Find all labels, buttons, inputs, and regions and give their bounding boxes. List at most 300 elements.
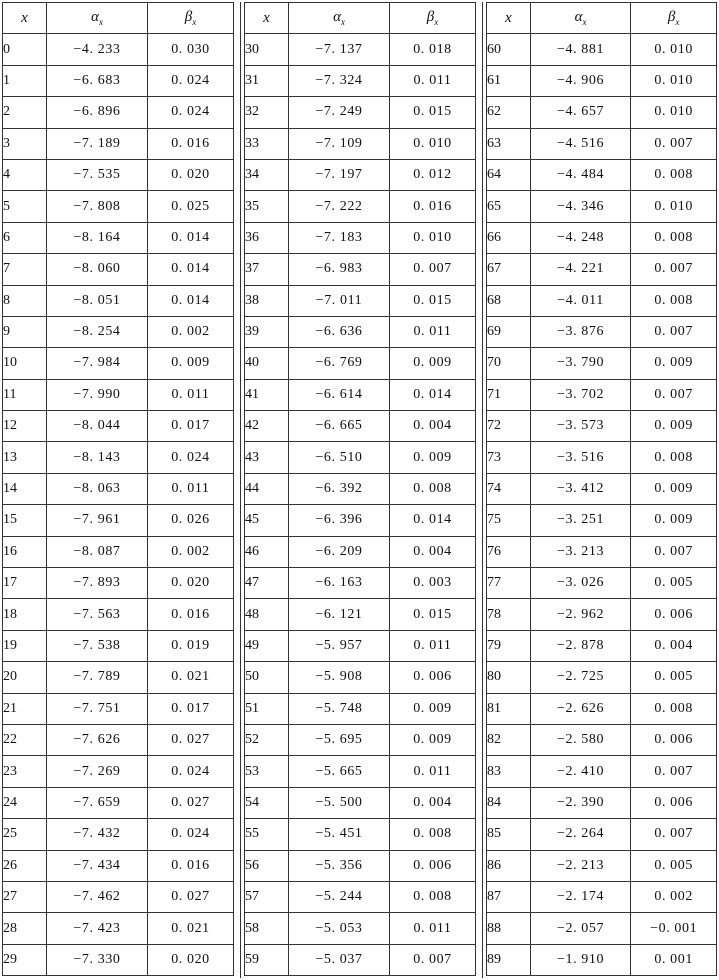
cell-x: 72: [487, 411, 531, 442]
table-row: [487, 34, 717, 65]
table-row: [3, 850, 234, 881]
cell-x: 68: [487, 285, 531, 316]
cell-x: 30: [245, 34, 289, 65]
cell-x: 76: [487, 536, 531, 567]
table-row: [245, 254, 476, 285]
table-row: [245, 159, 476, 190]
cell-alpha: −6. 121: [289, 599, 390, 630]
table-row: [245, 97, 476, 128]
cell-alpha: −2. 410: [530, 756, 631, 787]
table-row: [3, 34, 234, 65]
header-alpha: $\alpha_x$: [530, 3, 631, 34]
table-row: [3, 568, 234, 599]
cell-beta: 0. 010: [390, 222, 476, 253]
cell-x: 83: [487, 756, 531, 787]
cell-beta: 0. 011: [390, 913, 476, 944]
cell-alpha: −7. 197: [289, 159, 390, 190]
cell-beta: 0. 002: [631, 881, 717, 912]
header-beta: $\beta_x$: [631, 3, 717, 34]
table-row: [245, 756, 476, 787]
table-row: [3, 191, 234, 222]
cell-alpha: −6. 896: [47, 97, 148, 128]
cell-beta: 0. 019: [148, 630, 234, 661]
cell-x: 88: [487, 913, 531, 944]
cell-beta: 0. 014: [148, 254, 234, 285]
cell-alpha: −7. 423: [47, 913, 148, 944]
table-row: [3, 881, 234, 912]
table-row: [487, 411, 717, 442]
cell-x: 22: [3, 724, 47, 755]
cell-alpha: −7. 432: [47, 819, 148, 850]
table-row: [245, 222, 476, 253]
cell-x: 82: [487, 724, 531, 755]
cell-x: 45: [245, 505, 289, 536]
cell-alpha: −4. 248: [530, 222, 631, 253]
table-row: [487, 222, 717, 253]
cell-x: 63: [487, 128, 531, 159]
cell-alpha: −2. 962: [530, 599, 631, 630]
table-row: [245, 379, 476, 410]
table-row: [3, 944, 234, 975]
table-row: [487, 756, 717, 787]
cell-alpha: −3. 213: [530, 536, 631, 567]
cell-x: 59: [245, 944, 289, 975]
header-row: [487, 3, 717, 34]
cell-alpha: −6. 614: [289, 379, 390, 410]
cell-beta: 0. 007: [631, 379, 717, 410]
cell-alpha: −3. 026: [530, 568, 631, 599]
table-row: [245, 630, 476, 661]
cell-alpha: −8. 143: [47, 442, 148, 473]
table-row: [245, 285, 476, 316]
cell-x: 37: [245, 254, 289, 285]
header-row: [3, 3, 234, 34]
cell-alpha: −6. 983: [289, 254, 390, 285]
cell-beta: 0. 009: [631, 473, 717, 504]
cell-alpha: −4. 221: [530, 254, 631, 285]
cell-alpha: −7. 893: [47, 568, 148, 599]
cell-beta: 0. 007: [390, 254, 476, 285]
table-block-3: [486, 2, 717, 976]
table-row: [487, 348, 717, 379]
cell-alpha: −7. 249: [289, 97, 390, 128]
cell-alpha: −6. 683: [47, 65, 148, 96]
cell-x: 56: [245, 850, 289, 881]
cell-beta: 0. 009: [631, 411, 717, 442]
cell-x: 49: [245, 630, 289, 661]
table-row: [3, 65, 234, 96]
cell-alpha: −5. 356: [289, 850, 390, 881]
table-row: [487, 599, 717, 630]
cell-x: 84: [487, 787, 531, 818]
cell-alpha: −5. 908: [289, 662, 390, 693]
cell-x: 65: [487, 191, 531, 222]
cell-x: 7: [3, 254, 47, 285]
cell-beta: 0. 007: [631, 819, 717, 850]
cell-x: 60: [487, 34, 531, 65]
cell-x: 55: [245, 819, 289, 850]
cell-beta: 0. 009: [631, 348, 717, 379]
cell-beta: 0. 009: [390, 693, 476, 724]
cell-alpha: −6. 769: [289, 348, 390, 379]
cell-x: 8: [3, 285, 47, 316]
cell-x: 32: [245, 97, 289, 128]
cell-alpha: −8. 164: [47, 222, 148, 253]
cell-alpha: −1. 910: [530, 944, 631, 975]
cell-alpha: −6. 209: [289, 536, 390, 567]
cell-alpha: −4. 233: [47, 34, 148, 65]
cell-x: 47: [245, 568, 289, 599]
cell-x: 64: [487, 159, 531, 190]
cell-x: 86: [487, 850, 531, 881]
cell-alpha: −5. 500: [289, 787, 390, 818]
cell-beta: 0. 009: [390, 724, 476, 755]
table-row: [3, 756, 234, 787]
cell-alpha: −7. 324: [289, 65, 390, 96]
table-row: [3, 159, 234, 190]
cell-alpha: −7. 222: [289, 191, 390, 222]
cell-beta: 0. 024: [148, 756, 234, 787]
cell-x: 78: [487, 599, 531, 630]
cell-x: 66: [487, 222, 531, 253]
cell-x: 61: [487, 65, 531, 96]
table-row: [245, 913, 476, 944]
cell-x: 80: [487, 662, 531, 693]
cell-alpha: −5. 451: [289, 819, 390, 850]
table-row: [245, 316, 476, 347]
cell-beta: 0. 009: [631, 505, 717, 536]
cell-alpha: −6. 396: [289, 505, 390, 536]
cell-x: 36: [245, 222, 289, 253]
table-row: [245, 505, 476, 536]
table-row: [245, 442, 476, 473]
cell-x: 20: [3, 662, 47, 693]
cell-beta: 0. 009: [148, 348, 234, 379]
table-row: [487, 693, 717, 724]
cell-alpha: −7. 626: [47, 724, 148, 755]
cell-alpha: −4. 657: [530, 97, 631, 128]
cell-alpha: −7. 183: [289, 222, 390, 253]
cell-beta: 0. 005: [631, 568, 717, 599]
cell-x: 46: [245, 536, 289, 567]
table-row: [3, 630, 234, 661]
cell-alpha: −7. 990: [47, 379, 148, 410]
table-row: [3, 662, 234, 693]
cell-beta: 0. 008: [631, 442, 717, 473]
cell-beta: 0. 017: [148, 411, 234, 442]
cell-beta: 0. 027: [148, 881, 234, 912]
cell-x: 70: [487, 348, 531, 379]
table-row: [245, 662, 476, 693]
table-row: [3, 693, 234, 724]
cell-alpha: −4. 011: [530, 285, 631, 316]
cell-x: 48: [245, 599, 289, 630]
table-row: [487, 913, 717, 944]
cell-alpha: −8. 063: [47, 473, 148, 504]
cell-alpha: −3. 516: [530, 442, 631, 473]
cell-alpha: −2. 264: [530, 819, 631, 850]
cell-beta: 0. 004: [390, 536, 476, 567]
cell-x: 41: [245, 379, 289, 410]
table-row: [245, 599, 476, 630]
table-row: [3, 222, 234, 253]
cell-x: 43: [245, 442, 289, 473]
table-row: [3, 254, 234, 285]
cell-x: 77: [487, 568, 531, 599]
table-row: [3, 285, 234, 316]
cell-beta: 0. 011: [148, 379, 234, 410]
cell-alpha: −6. 510: [289, 442, 390, 473]
cell-x: 14: [3, 473, 47, 504]
cell-beta: 0. 007: [631, 128, 717, 159]
cell-alpha: −8. 044: [47, 411, 148, 442]
cell-x: 81: [487, 693, 531, 724]
cell-alpha: −5. 957: [289, 630, 390, 661]
cell-x: 73: [487, 442, 531, 473]
cell-x: 15: [3, 505, 47, 536]
cell-alpha: −6. 636: [289, 316, 390, 347]
cell-alpha: −3. 573: [530, 411, 631, 442]
cell-alpha: −4. 516: [530, 128, 631, 159]
cell-beta: 0. 011: [390, 756, 476, 787]
cell-alpha: −2. 878: [530, 630, 631, 661]
cell-beta: 0. 011: [390, 65, 476, 96]
cell-alpha: −7. 011: [289, 285, 390, 316]
cell-beta: 0. 009: [390, 442, 476, 473]
cell-beta: 0. 014: [148, 285, 234, 316]
cell-x: 58: [245, 913, 289, 944]
cell-beta: 0. 007: [390, 944, 476, 975]
table-row: [487, 881, 717, 912]
header-x: x: [3, 3, 47, 34]
table-row: [245, 34, 476, 65]
cell-x: 89: [487, 944, 531, 975]
table-row: [487, 536, 717, 567]
table-row: [245, 348, 476, 379]
cell-alpha: −8. 087: [47, 536, 148, 567]
cell-alpha: −8. 060: [47, 254, 148, 285]
table-row: [3, 97, 234, 128]
cell-alpha: −7. 961: [47, 505, 148, 536]
cell-alpha: −4. 346: [530, 191, 631, 222]
table-row: [487, 191, 717, 222]
cell-alpha: −7. 434: [47, 850, 148, 881]
table-row: [487, 159, 717, 190]
cell-beta: 0. 008: [631, 159, 717, 190]
cell-beta: 0. 011: [148, 473, 234, 504]
cell-beta: 0. 024: [148, 442, 234, 473]
block-divider: [482, 2, 483, 978]
cell-alpha: −5. 695: [289, 724, 390, 755]
table-row: [3, 128, 234, 159]
cell-alpha: −7. 808: [47, 191, 148, 222]
cell-beta: 0. 007: [631, 254, 717, 285]
cell-alpha: −4. 484: [530, 159, 631, 190]
cell-x: 24: [3, 787, 47, 818]
cell-beta: 0. 027: [148, 724, 234, 755]
cell-x: 10: [3, 348, 47, 379]
table-row: [245, 65, 476, 96]
cell-alpha: −3. 790: [530, 348, 631, 379]
cell-alpha: −5. 665: [289, 756, 390, 787]
header-alpha: $\alpha_x$: [289, 3, 390, 34]
table-row: [487, 819, 717, 850]
cell-beta: 0. 016: [148, 850, 234, 881]
table-row: [3, 724, 234, 755]
table-row: [487, 473, 717, 504]
table-row: [487, 285, 717, 316]
cell-alpha: −6. 665: [289, 411, 390, 442]
cell-x: 5: [3, 191, 47, 222]
cell-x: 28: [3, 913, 47, 944]
cell-x: 69: [487, 316, 531, 347]
cell-beta: 0. 024: [148, 65, 234, 96]
table-row: [245, 819, 476, 850]
table-row: [487, 254, 717, 285]
cell-alpha: −3. 412: [530, 473, 631, 504]
table-row: [487, 442, 717, 473]
cell-beta: 0. 016: [148, 599, 234, 630]
cell-alpha: −8. 051: [47, 285, 148, 316]
table-row: [245, 568, 476, 599]
cell-alpha: −2. 174: [530, 881, 631, 912]
cell-beta: 0. 008: [390, 473, 476, 504]
cell-alpha: −6. 392: [289, 473, 390, 504]
cell-x: 62: [487, 97, 531, 128]
cell-beta: 0. 014: [148, 222, 234, 253]
table-row: [3, 599, 234, 630]
cell-x: 27: [3, 881, 47, 912]
table-row: [245, 473, 476, 504]
cell-x: 2: [3, 97, 47, 128]
table-row: [487, 662, 717, 693]
table-row: [3, 787, 234, 818]
table-row: [487, 505, 717, 536]
cell-x: 31: [245, 65, 289, 96]
cell-alpha: −7. 538: [47, 630, 148, 661]
table-row: [487, 316, 717, 347]
cell-x: 21: [3, 693, 47, 724]
table-row: [245, 944, 476, 975]
cell-x: 50: [245, 662, 289, 693]
table-row: [487, 630, 717, 661]
cell-beta: 0. 004: [390, 787, 476, 818]
cell-beta: 0. 011: [390, 316, 476, 347]
cell-x: 44: [245, 473, 289, 504]
cell-alpha: −4. 881: [530, 34, 631, 65]
cell-beta: 0. 002: [148, 316, 234, 347]
cell-alpha: −3. 251: [530, 505, 631, 536]
cell-alpha: −3. 876: [530, 316, 631, 347]
cell-x: 53: [245, 756, 289, 787]
cell-alpha: −5. 037: [289, 944, 390, 975]
cell-x: 18: [3, 599, 47, 630]
cell-beta: −0. 001: [631, 913, 717, 944]
cell-x: 29: [3, 944, 47, 975]
cell-x: 40: [245, 348, 289, 379]
cell-x: 57: [245, 881, 289, 912]
cell-beta: 0. 011: [390, 630, 476, 661]
cell-beta: 0. 003: [390, 568, 476, 599]
cell-x: 87: [487, 881, 531, 912]
header-row: [245, 3, 476, 34]
table-row: [245, 724, 476, 755]
table-row: [3, 473, 234, 504]
cell-beta: 0. 015: [390, 285, 476, 316]
cell-beta: 0. 030: [148, 34, 234, 65]
cell-x: 39: [245, 316, 289, 347]
table-row: [245, 881, 476, 912]
cell-x: 17: [3, 568, 47, 599]
cell-alpha: −7. 109: [289, 128, 390, 159]
cell-x: 0: [3, 34, 47, 65]
cell-alpha: −7. 659: [47, 787, 148, 818]
cell-beta: 0. 007: [631, 316, 717, 347]
cell-beta: 0. 004: [390, 411, 476, 442]
cell-beta: 0. 020: [148, 944, 234, 975]
table-row: [3, 442, 234, 473]
cell-alpha: −7. 535: [47, 159, 148, 190]
cell-alpha: −2. 057: [530, 913, 631, 944]
cell-x: 54: [245, 787, 289, 818]
cell-beta: 0. 006: [390, 662, 476, 693]
cell-beta: 0. 008: [390, 819, 476, 850]
header-alpha: $\alpha_x$: [47, 3, 148, 34]
cell-x: 38: [245, 285, 289, 316]
cell-x: 3: [3, 128, 47, 159]
cell-alpha: −2. 390: [530, 787, 631, 818]
table-row: [245, 128, 476, 159]
cell-x: 33: [245, 128, 289, 159]
cell-x: 1: [3, 65, 47, 96]
table-row: [245, 787, 476, 818]
cell-x: 12: [3, 411, 47, 442]
cell-beta: 0. 006: [631, 724, 717, 755]
cell-x: 16: [3, 536, 47, 567]
cell-x: 75: [487, 505, 531, 536]
cell-x: 74: [487, 473, 531, 504]
cell-beta: 0. 014: [390, 379, 476, 410]
cell-beta: 0. 006: [631, 787, 717, 818]
cell-beta: 0. 021: [148, 662, 234, 693]
cell-beta: 0. 009: [390, 348, 476, 379]
cell-x: 34: [245, 159, 289, 190]
table-row: [3, 913, 234, 944]
cell-beta: 0. 001: [631, 944, 717, 975]
cell-alpha: −7. 269: [47, 756, 148, 787]
table-row: [487, 568, 717, 599]
table-row: [487, 97, 717, 128]
table-row: [487, 787, 717, 818]
table-row: [3, 819, 234, 850]
cell-beta: 0. 012: [390, 159, 476, 190]
parameter-table: [2, 2, 717, 978]
cell-beta: 0. 014: [390, 505, 476, 536]
cell-beta: 0. 006: [390, 850, 476, 881]
table-row: [487, 65, 717, 96]
cell-alpha: −7. 330: [47, 944, 148, 975]
cell-beta: 0. 027: [148, 787, 234, 818]
cell-beta: 0. 016: [390, 191, 476, 222]
cell-x: 79: [487, 630, 531, 661]
block-divider: [240, 2, 241, 978]
cell-beta: 0. 007: [631, 536, 717, 567]
cell-x: 13: [3, 442, 47, 473]
cell-beta: 0. 015: [390, 599, 476, 630]
table-block-2: [244, 2, 476, 976]
header-x: x: [487, 3, 531, 34]
cell-alpha: −7. 462: [47, 881, 148, 912]
